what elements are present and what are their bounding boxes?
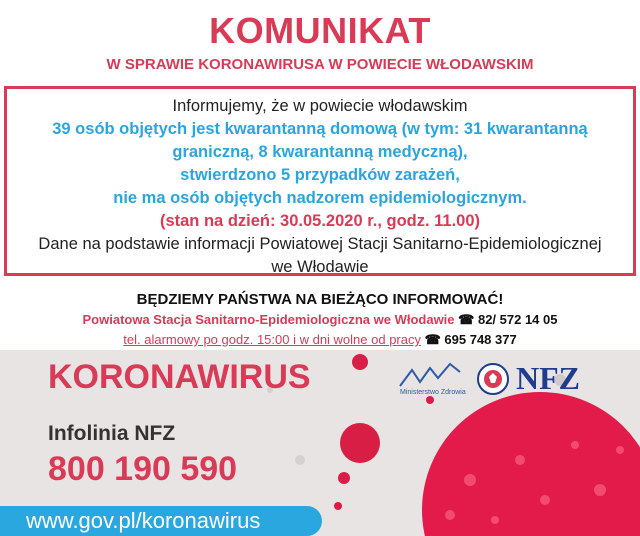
info-date: (stan na dzień: 30.05.2020 r., godz. 11.00) (159, 212, 481, 230)
koronawirus-heading: KORONAWIRUS (48, 358, 311, 396)
info-cases: stwierdzono 5 przypadków zarażeń, (180, 166, 460, 184)
url-link[interactable]: www.gov.pl/koronawirus (26, 508, 261, 533)
info-surveillance: nie ma osób objętych nadzorem epidemiologicznym. (113, 189, 527, 207)
virus-small-circle (340, 423, 380, 463)
notice-heading: BĘDZIEMY PAŃSTWA NA BIEŻĄCO INFORMOWAĆ! (136, 291, 504, 308)
alarm-line (0, 330, 640, 350)
nfz-logo: NFZ (516, 360, 580, 396)
info-box (4, 86, 636, 276)
info-quarantine-cont: graniczną, 8 kwarantanną medyczną), (172, 143, 468, 161)
emblem-icon (476, 362, 510, 396)
notice (0, 282, 640, 350)
station-name: Powiatowa Stacja Sanitarno-Epidemiologiczna we Włodawie (82, 312, 455, 327)
alarm-label[interactable]: tel. alarmowy po godz. 15:00 i w dni wolne od pracy (123, 332, 421, 347)
infolinia-number[interactable]: 800 190 590 (48, 450, 238, 488)
url-bar[interactable] (0, 506, 322, 536)
logos (398, 362, 630, 398)
alarm-phone[interactable]: ☎ 695 748 377 (424, 332, 517, 347)
info-source: Dane na podstawie informacji Powiatowej Stacji Sanitarno-Epidemiologicznej (38, 235, 602, 253)
info-quarantine: 39 osób objętych jest kwarantanną domową (w tym: 31 kwarantanną (52, 120, 588, 138)
info-source-cont: we Włodawie (271, 258, 369, 276)
info-intro: Informujemy, że w powiecie włodawskim (172, 97, 468, 115)
ministry-logo-icon (398, 362, 464, 390)
header (0, 0, 640, 86)
station-phone[interactable]: ☎ 82/ 572 14 05 (458, 312, 558, 327)
page-title: KOMUNIKAT (209, 10, 431, 51)
station-line (0, 310, 640, 330)
bottom-banner (0, 350, 640, 536)
page-subtitle: W SPRAWIE KORONAWIRUSA W POWIECIE WŁODAWSKIM (106, 56, 534, 73)
infolinia-label: Infolinia NFZ (48, 422, 176, 445)
ministry-label: Ministerstwo Zdrowia (400, 389, 466, 396)
